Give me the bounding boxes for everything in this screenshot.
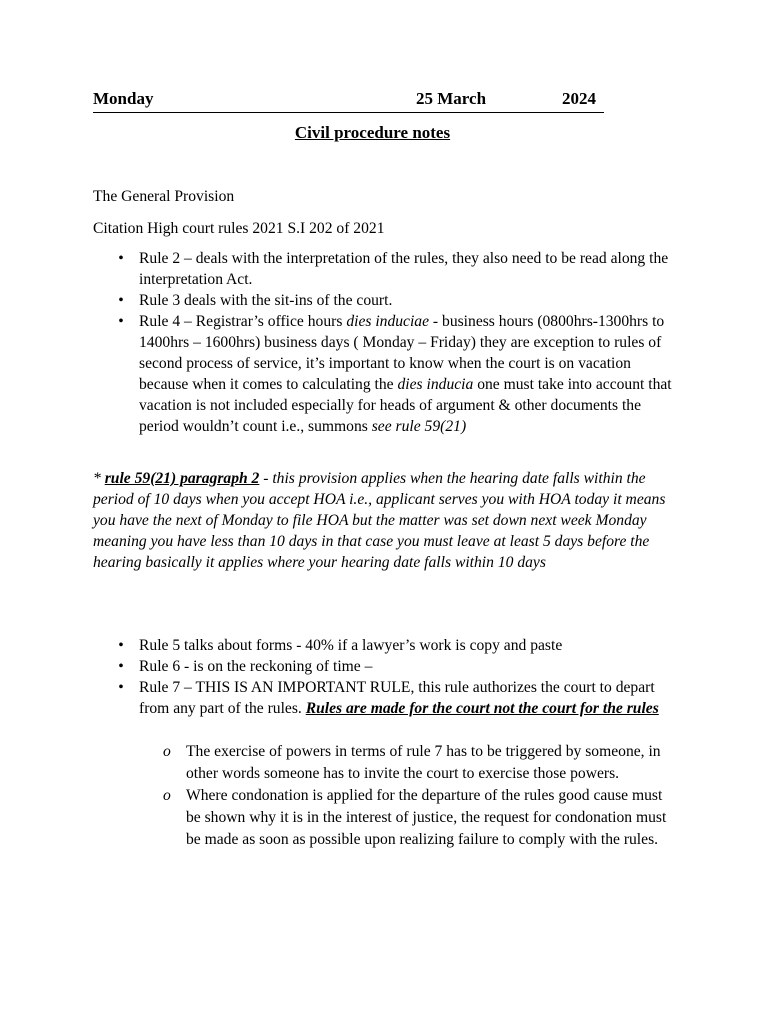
- note-star: *: [93, 470, 105, 487]
- bullet-icon: •: [118, 313, 124, 330]
- list-item: [93, 656, 679, 677]
- rule-59-note: [93, 468, 673, 573]
- date-date: 25 March: [416, 89, 487, 108]
- bullet-icon: •: [118, 250, 124, 267]
- rule7-emphasis: Rules are made for the court not the court for the rules: [305, 700, 659, 717]
- rule7-text: Rule 7 – THIS IS AN IMPORTANT RULE, this rule authorizes the court to depart from any part of the rules.: [139, 679, 655, 717]
- sub-bullet-icon: o: [163, 787, 171, 804]
- sub-bullet-icon: o: [163, 743, 171, 760]
- list-item-text: Rule 6 - is on the reckoning of time –: [139, 658, 373, 675]
- date-day: Monday: [93, 89, 154, 108]
- note-body: - this provision applies when the hearing date falls within the period of 10 days when you accept HOA i.e., applicant serves you with HOA today it means you have the next of Monday to file HOA but the matter was set down next week Monday meaning you have less than 10 days in that case you must leave at least 5 days before the hearing basically it applies where your hearing date falls within 10 days: [93, 470, 666, 571]
- rule4-latin-2: dies inducia: [397, 376, 474, 393]
- rules-list-b: [93, 635, 679, 719]
- list-item-text: Rule 2 – deals with the interpretation of the rules, they also need to be read along the interpretation Act.: [139, 250, 669, 288]
- sub-list-item: [93, 741, 676, 785]
- date-year: 2024: [562, 89, 596, 108]
- page-title: Civil procedure notes: [294, 123, 451, 142]
- list-item: [93, 635, 679, 656]
- note-reference: rule 59(21) paragraph 2: [104, 470, 260, 487]
- rule7-sublist: [93, 741, 676, 851]
- bullet-icon: •: [118, 679, 124, 696]
- bullet-icon: •: [118, 637, 124, 654]
- sub-list-item-text: The exercise of powers in terms of rule 7 has to be triggered by someone, in other words someone has to invite the court to exercise those powers.: [186, 743, 661, 782]
- section-heading: The General Provision: [93, 188, 235, 205]
- list-item-text: Rule 3 deals with the sit-ins of the court.: [139, 292, 393, 309]
- list-item-rule-7: [93, 677, 679, 719]
- bullet-icon: •: [118, 292, 124, 309]
- list-item: [93, 290, 679, 311]
- sub-list-item: [93, 785, 676, 851]
- list-item-rule-4: [93, 311, 679, 437]
- list-item-text: Rule 5 talks about forms - 40% if a lawyer’s work is copy and paste: [139, 637, 563, 654]
- bullet-icon: •: [118, 658, 124, 675]
- date-line: [93, 88, 604, 113]
- rules-list-a: [93, 248, 679, 437]
- rule4-text-1: Rule 4 – Registrar’s office hours: [139, 313, 347, 330]
- rule4-reference: see rule 59(21): [371, 418, 467, 435]
- rule4-text-2: - business hours (0800hrs-1300hrs to 1400hrs – 1600hrs) business days ( Monday – Friday) they are exception to rules of second process of service, it’s important to know when the court is on vacation because when it comes to calculating the: [139, 313, 665, 393]
- rule4-text-3: one must take into account that vacation is not included especially for heads of argument & other documents the period wouldn’t count i.e., summons: [139, 376, 672, 435]
- sub-list-item-text: Where condonation is applied for the departure of the rules good cause must be shown why it is in the interest of justice, the request for condonation must be made as soon as possible upon realizing failure to comply with the rules.: [186, 787, 667, 848]
- citation-line: Citation High court rules 2021 S.I 202 of 2021: [93, 220, 385, 237]
- rule4-latin-1: dies induciae: [346, 313, 430, 330]
- list-item: [93, 248, 679, 290]
